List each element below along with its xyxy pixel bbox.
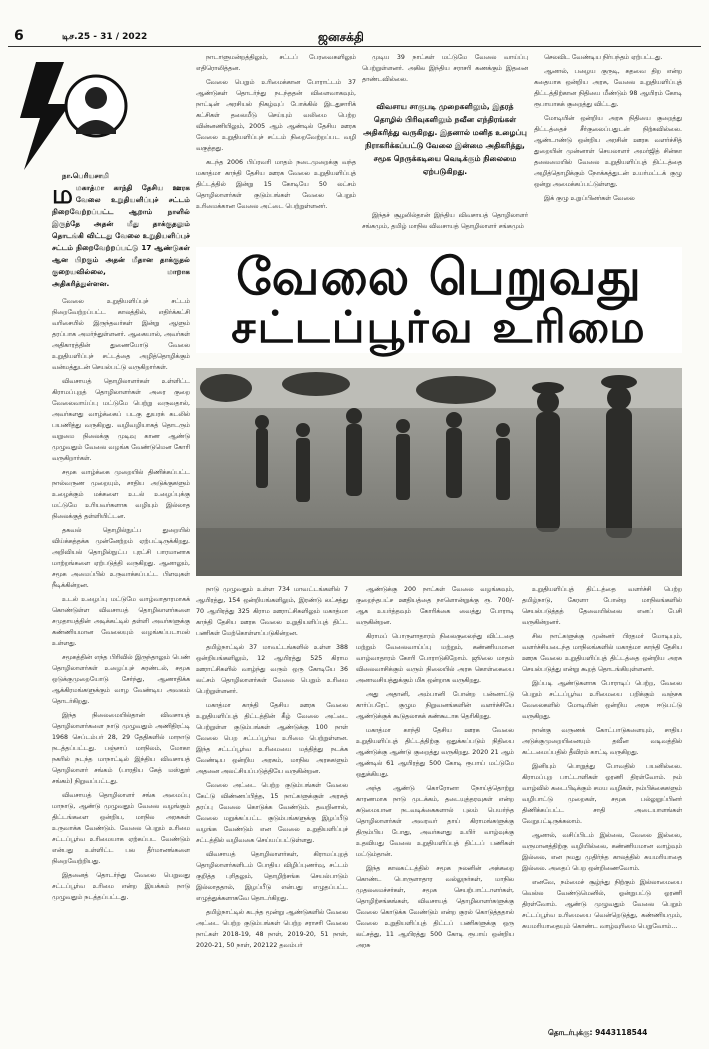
body-paragraph: மகாத்மா காந்தி தேசிய ஊரக வேலை உறுதியளிப்புத் திட்டத்தின் கீழ் வேலை அட்டை பெற்றுள்ள குடும்பங்கள் ஆண்டுக்கு 100 நாள் வேலை பெற சட்டப்பூர்வ உரிமை பெற்றுள்ளன. இந்த சட்டப்பூர்வ உரிமையை மத்தித்து நடக்க வேண்டிய ஒன்றிய அரசும், மாநில அரசுகளும் அதனை அலட்சியப்படுத்தியே வருகின்றன. [196, 702, 348, 775]
body-paragraph: அந்த ஆண்டு கொரோனா நோய்த்தொற்று காரணமாக நாடு முடக்கம், தடையுத்தரவுகள் என்ற கடுமையான நடவடிக்கைகளால் புலம் பெயர்ந்த தொழிலாளர்கள் அவரவர் தாய் கிராமங்களுக்கு திரும்பிய போது, அவர்களது உயிர் வாழ்வுக்கு உதவியது வேலை உறுதியளிப்புத் திட்டப் பணிகள் மட்டும்தான். [356, 785, 514, 858]
body-paragraph: ஆனால், வசிப்பிடம் இல்லை, வேலை இல்லை, வருமானத்திற்கு வழியில்லை, கண்ணியமான வாழ்வும் இல்லை, என நமது முதிர்ந்த காலத்தில் சுயமரியாதை இல்லை. அதைப் பெற ஒன்றிணைவோம். [522, 832, 682, 872]
contact-number: தொடர்புக்கு: 9443118544 [548, 1028, 648, 1037]
body-paragraph: உறுதியளிப்புத் திட்டத்தை வளர்ச்சி பெற்ற தமிழ்நாடு, கேரளா போன்ற மாநிலங்களில் செயல்படுத்தத் தேவையில்லை எனப் பேசி வருகின்றனர். [522, 586, 682, 626]
body-paragraph: வேலை அட்டை பெற்ற குடும்பங்கள் வேலை கேட்டு விண்ணப்பித்த, 15 நாட்களுக்குள் அரசுத் தரப்பு வேலை கொடுக்க வேண்டும். தவறினால், வேலை மறுக்கப்பட்ட குடும்பங்களுக்கு இழப்பீடு வழங்க வேண்டும் என வேலை உறுதியளிப்புச் சட்டத்தில் வழிவகை செய்யப்பட்டுள்ளது. [196, 782, 348, 844]
body-paragraph: நான்கு வருணக் கோட்பாடுகளையும், சாதிய அடுக்குமுறையினையும் தவீன வடிவத்தில் கட்டமைப்பதில் தீவிரம் காட்டி வருகிறது. [522, 727, 682, 756]
column-3-bottom [362, 210, 528, 244]
header-rule [8, 46, 701, 47]
body-paragraph: நாடு முழுவதும் உள்ள 734 மாவட்டங்களில் 7 ஆயிரத்து, 154 ஒன்றியங்களிலும், இரண்டு லட்சத்து 70 ஆயிரத்து 325 கிராம ஊராட்சிகளிலும் மகாத்மா காந்தி தேசிய ஊரக வேலை உறுதியளிப்புத் திட்ட பணிகள் மேற்கொள்ளப்படுகின்றன. [196, 586, 348, 637]
body-paragraph: நாடாளுமன்றத்திலும், சட்டப் பேரவைகளிலும் எதிரொலித்தன. [196, 54, 356, 72]
column-4 [534, 52, 682, 244]
body-paragraph: மகாத்மா காந்தி தேசிய ஊரக வேலை உறுதியளிப்புத் திட்டத்திற்கு ஒதுக்கப்படும் நிதியை ஆண்டுக்கு ஆண்டு குறைத்து வருகிறது. 2020 21 ஆம் ஆண்டில் 61 ஆயிரத்து 500 கோடி ரூபாய் மட்டுமே ஒதுக்கியது. [356, 727, 514, 778]
body-paragraph: வேலை பெறும் உரிமைக்கான போராட்டம் 37 ஆண்டுகள் தொடர்ந்து நடந்ததன் விளைவாகவும், நாட்டின் அரசியல் நிகழ்வுப் போக்கில் இடதுசாரிக் கட்சிகள் தலைமீடு செய்யும் வலிமை பெற்ற வின்னணியிலும், 2005 ஆம் ஆண்டில் தேசிய ஊரக வேலை உறுதியளிப்புச் சட்டம் நிறைவேற்றப்பட வழி வகுத்தது. [196, 79, 356, 152]
body-paragraph: மோடியின் ஒன்றிய அரசு நிதியை குறைத்து திட்டத்தைச் சீர்குலைப்பதுடன் நிற்கவில்லை. ஆண்டாண்டு ஒன்றிய அரசின் ஊரக வளர்ச்சித் துறையின் முன்னாள் செயலாளர் அமர்ஜித் சின்கா தலைமையில் வேலை உறுதியளிப்புத் திட்டத்தை அழித்தொழிக்கும் நோக்கத்துடன் உயர்மட்டக் குழு ஒன்று அமைக்கப்பட்டுள்ளது. [534, 115, 682, 188]
photo-women-workers [196, 368, 682, 576]
body-paragraph: சமூகத்தின் எந்த பிரிவில் இருந்தாலும் பெண் தொழிலாளர்கள் உழைப்புச் சுரண்டல், சமூக ஒடுக்குமுறையோடு சேர்ந்து, ஆணாதிக்க ஆக்கிரமங்களுக்கும் வாழ வேண்டிய அவலம் தொடர்கிறது. [52, 654, 190, 705]
drop-cap: ம [52, 182, 73, 210]
issue-date: டிச.25 - 31 / 2022 [62, 32, 148, 42]
author-avatar [85, 87, 107, 109]
body-paragraph: விவசாயத் தொழிலாளர்கள் உள்ளிட்ட கிராமப்புறத் தொழிலாளர்கள் அரை குறை வேலைவாய்ப்பு மட்டுமே பெற்று வருவதால், அவர்களது வாழ்க்கைப் படகு துயரக் கடலில் பயணித்து வருகிறது. வழிவழியாகத் தொடரும் வறுமை நிலைக்கு முடிவு காண ஆண்டு முழுவதும் வேலை வழங்க வேண்டுமென கோரி வருகிறார்கள். [52, 378, 190, 462]
column-5 [196, 584, 348, 1036]
body-paragraph: ஆனால், பழைய குருடி, கதவை திற என்ற கதையாக ஒன்றிய அரசு, வேலை உறுதியளிப்புத் திட்டத்திற்கான நிதியை மீண்டும் 98 ஆயிரம் கோடி ரூபாயாகக் குறைத்து விட்டது. [534, 68, 682, 108]
body-paragraph: தமிழ்நாட்டில் 37 மாவட்டங்களில் உள்ள 388 ஒன்றியங்களிலும், 12 ஆயிரத்து 525 கிராம ஊராட்சிகளில் வாழ்ந்து வரும் ஒரு கோடியே 36 லட்சம் தொழிலாளர்கள் வேலை பெறும் உரிமை பெற்றுள்ளனர். [196, 644, 348, 695]
body-paragraph: இக் குழு உறுப்பினர்கள் வேலை [544, 195, 635, 202]
body-paragraph: கடந்த 2006 பிப்ரவரி மாதம் நடைமுறைக்கு வந்த மகாத்மா காந்தி தேசிய ஊரக வேலை உறுதியளிப்புத் திட்டத்தில் இன்று 15 கோடியே 50 லட்சம் தொழிலாளர்கள் குடும்பங்கள் வேலை பெறும் உரிமைக்கான வேலை அட்டை பெற்றுள்ளனர். [196, 159, 356, 210]
lightning-logo-icon [14, 58, 134, 174]
headline-line-1: வேலை பெறுவது [236, 248, 642, 306]
pull-quote: விவசாய சாகுபடி முறைகளிலும், இதரத் தொழில் பிரிவுகளிலும் நவீன எந்திரங்கள் அதிகரித்து வருகிறது. இதனால் மனித உழைப்பு நிராகரிக்கப்பட்டு வேலை இன்மை அதிகரித்து, சமூக நெருக்கடியை வெடிக்கும் நிலைமை ஏற்படுகிறது. [363, 102, 527, 176]
body-paragraph: செலவிட வேண்டிய நிர்பந்தம் ஏற்பட்டது. [544, 54, 663, 61]
column-2 [196, 52, 356, 242]
author-byline: நா.பெரியசாமி [62, 172, 109, 180]
column-3-top [362, 52, 528, 98]
body-paragraph: அது அதானி, அம்பானி போன்ற பன்னாட்டு கார்ப்பரேட் குழும நிறுவனங்களின் வளர்ச்சியே ஆண்டுக்குக் கூடுதலாகக் கண்கூடாக தெரிகிறது. [356, 691, 514, 720]
headline-line-2: சட்டப்பூர்வ உரிமை [231, 302, 647, 353]
column-logo [14, 58, 134, 174]
body-paragraph: உடல் உழைப்பு மட்டுமே வாழ்வாதாரமாகக் கொண்டுள்ள விவசாயத் தொழிலாளர்களை சமுதாயத்தின் அடிக்கட்டில் தள்ளி அவர்களுக்கு கண்ணியமான வேலையும் வழங்கப்படாமல் உள்ளது. [52, 596, 190, 647]
body-paragraph: வேலை உறுதியளிப்புச் சட்டம் நிறைவேற்றப்பட்ட காலத்தில், எதிர்க்கட்சி வரிசையில் இருந்தவர்கள் இன்று ஆளும் தரப்பாக அமர்ந்துள்ளனர். ஆகையால், அவர்கள் அதிகாரத்தின் துணையோடு வேலை உறுதியளிப்புச் சட்டத்தை அழித்தொழிக்கும் வன்மத்துடன் செயல்பட்டு வருகிறார்கள். [52, 298, 190, 371]
body-paragraph: இதனைத் தொடர்ந்து வேலை பெறுவது சட்டப்பூர்வ உரிமை என்ற இயக்கம் நாடு முழுவதும் நடத்தப்பட்டது. [52, 872, 190, 901]
masthead: ஜனசக்தி [318, 30, 364, 44]
body-paragraph: தமிழ்நாட்டில் கடந்த மூன்று ஆண்டுகளில் வேலை அட்டை பெற்ற குடும்பங்கள் பெற்ற சராசரி வேலை நாட்கள் 2018-19, 48 நாள், 2019-20, 51 நாள், 2020-21, 50 நாள், 202122 தவம்பர் [196, 909, 348, 949]
body-paragraph: கிராமப் பொருளாதாரம் நிலைகுலைந்து விட்டதை மற்றும் வேலைவாய்ப்பு மற்றும், கண்ணியமான வாழ்வாதாரம் கோரி போராடுகிறோம். ஜூலை மாதம் விலைவாசிக்கும் வரும் நிலையில் அரசு கொள்கையை அனாவசியத்துக்கும் மிக ஒன்றாக வருகிறது. [356, 633, 514, 684]
column-1 [52, 182, 190, 1032]
body-paragraph: இனியும் பொறுத்து போவதில் பயனில்லை. கிராமப்புற பாட்டாளிகள் ஓரணி திரள்வோம். நம் வாழ்வில் கடைபிடிக்கும் சமய வழிகள், நம்பிக்கைகளும் வழிபாட்டு முறைகள், சமூக பல்லுறுப்பினர் திணிக்கப்பட்ட சாதி அடையாளங்கள் வேறுபட்டிருக்கலாம். [522, 763, 682, 825]
body-paragraph: சமூக வாழ்க்கை முறையில் திணிக்கப்பட்ட நால்வருண முறையும், சாதிய அடுக்குகளும் உழைக்கும் மக்களை உடல் உழைப்புக்கு மட்டுமே உரியவர்களாக வழியும் இல்லாத நிலைக்குத் தள்ளியிட்டன. [52, 469, 190, 520]
lead-paragraph: மமகாத்மா காந்தி தேசிய ஊரக வேலை உறுதியளிப்புச் சட்டம் நிறைவேற்றப்பட்ட ஆறாம் நாளில் இருந்தே அதன் மீது தாக்குதலும் தொடங்கி விட்டது வேலை உறுதியளிப்புச் சட்டம் நிறைவேற்றப்பட்டு 17 ஆண்டுகள் ஆன பிறகும் அதன் மீதான தாக்குதல் குறையவில்லை, மாறாக அதிகரித்துள்ளன. [52, 182, 190, 288]
body-paragraph: விவசாயத் தொழிலாளர்கள், கிராமப்புறத் தொழிலாளர்களிடம் போதிய விழிப்புணர்வு, சட்டம் குறித்த புரிதலும், தொழிற்சங்க செயல்பாடும் இல்லாததால், இழப்பீடு என்பது எழுதப்பட்ட எழுத்துக்களாகவே தொடர்கிறது. [196, 851, 348, 902]
body-paragraph: ஆண்டுக்கு 200 நாட்கள் வேலை வழங்கவும், குறைந்தபட்ச ஊதியத்தை நாளொன்றுக்கு ரூ. 700/- ஆக உயர்த்தவும் கோரிக்கை வைத்து போராடி வருகின்றன. [356, 586, 514, 626]
body-paragraph: முடிய 39 நாட்கள் மட்டுமே வேலை வாய்ப்பு பெற்றுள்ளனர். அகில இந்திய சராசரி கணக்கும் இதனை தாண்டவில்லை. [362, 54, 528, 83]
page-header [0, 0, 709, 44]
body-paragraph: இந்த நிலைமையில்தான் விவசாயத் தொழிலாளர்களை நாடு முழுவதும் அணிதிரட்டி 1968 செப்டம்பர் 28, 29 தேதிகளில் மாநாடு நடத்தப்பட்டது. பஞ்சாப் மாநிலம், மோகா நகரில் நடந்த மாநாட்டில் இந்திய விவசாயத் தொழிலாளர் சங்கம் (பாரதிய கேத் மஸ்தூர் சங்கம்) நிறுவப்பட்டது. [52, 712, 190, 785]
body-paragraph: சில நாட்களுக்கு முன்னர் பிரதமர் மோடியும், வளர்ச்சியடைந்த மாநிலங்களில் மகாத்மா காந்தி தேசிய ஊரக வேலை உறுதியளிப்புத் திட்டத்தை ஒன்றிய அரசு செயல்படுத்து என்று கூறத் தொடங்கியுள்ளனர். [522, 633, 682, 673]
body-paragraph: இந்த காலகட்டத்தில் சமூக நலனின் அக்கறை கொண்ட பொருளாதார வல்லுநர்கள், மாநில முதலமைச்சர்கள், சமூக செயற்பாட்டாளர்கள், தொழிற்சங்கங்கள், விவசாயத் தொழிலாளர்களுக்கு வேலை கொடுக்க வேண்டும் என்ற குரல் கொடுத்ததால் வேலை உறுதியளிப்புத் திட்டப் பணிகளுக்கு ஒரு லட்சத்து, 11 ஆயிரத்து 500 கோடி ரூபாய் ஒன்றிய அரசு [356, 865, 514, 949]
column-7 [522, 584, 682, 1024]
body-paragraph: தகவல் தொழில்நுட்ப துறையில் விய்க்கத்தக்க முன்னேற்றம் ஏற்பட்டிருக்கிறது. அறிவியல் தொழில்நுட்ப புரட்சி பாரமானாக மாற்றங்களை ஏற்படுத்தி வருகிறது. ஆனாலும், சமூக அமைப்பில் உருவாக்கப்பட்ட பிளவுகள் நீடிக்கின்றன. [52, 527, 190, 589]
column-6 [356, 584, 514, 1036]
headline [196, 247, 682, 353]
body-paragraph: இப்படி ஆண்டுகளாக போராடிப் பெற்ற, வேலை பெறும் சட்டப்பூர்வ உரிமையை பறிக்கும் வஞ்சக வேலைகளில் மோடியின் ஒன்றிய அரசு ஈடுபட்டு வருகிறது. [522, 680, 682, 720]
body-paragraph: இந்தச் சூழலில்தான் இந்திய விவசாயத் தொழிலாளர் சங்கமும், தமிழ் மாநில விவசாயத் தொழிலாளர் சங்கமும் [362, 212, 528, 230]
page-number: 6 [14, 28, 24, 44]
body-paragraph: விவசாயத் தொழிலாளர் சங்க அமைப்பு மாநாடு, ஆண்டு முழுவதும் வேலை வழங்கும் திட்டங்களை ஒன்றிய, மாநில அரசுகள் உருவாக்க வேண்டும். வேலை பெறும் உரிமை சட்டப்பூர்வ உரிமையாக ஏற்கப்பட வேண்டும் என்பது உள்ளிட்ட பல தீர்மானங்களை நிறைவேற்றியது. [52, 792, 190, 865]
body-paragraph: எனவே, நம்மைச் சூழ்ந்து நிற்கும் இல்லாமையை வெல்ல வேண்டுமெனில், ஓன்றுபட்டு ஓரணி திரள்வோம். ஆண்டு முழுவதும் வேலை பெறும் சட்டப்பூர்வ உரிமையை வென்றெடுத்து, கண்ணியமும், சுயமரியாதையும் கொண்ட வாழ்வுரிமை பெறுவோம்... [522, 879, 682, 930]
